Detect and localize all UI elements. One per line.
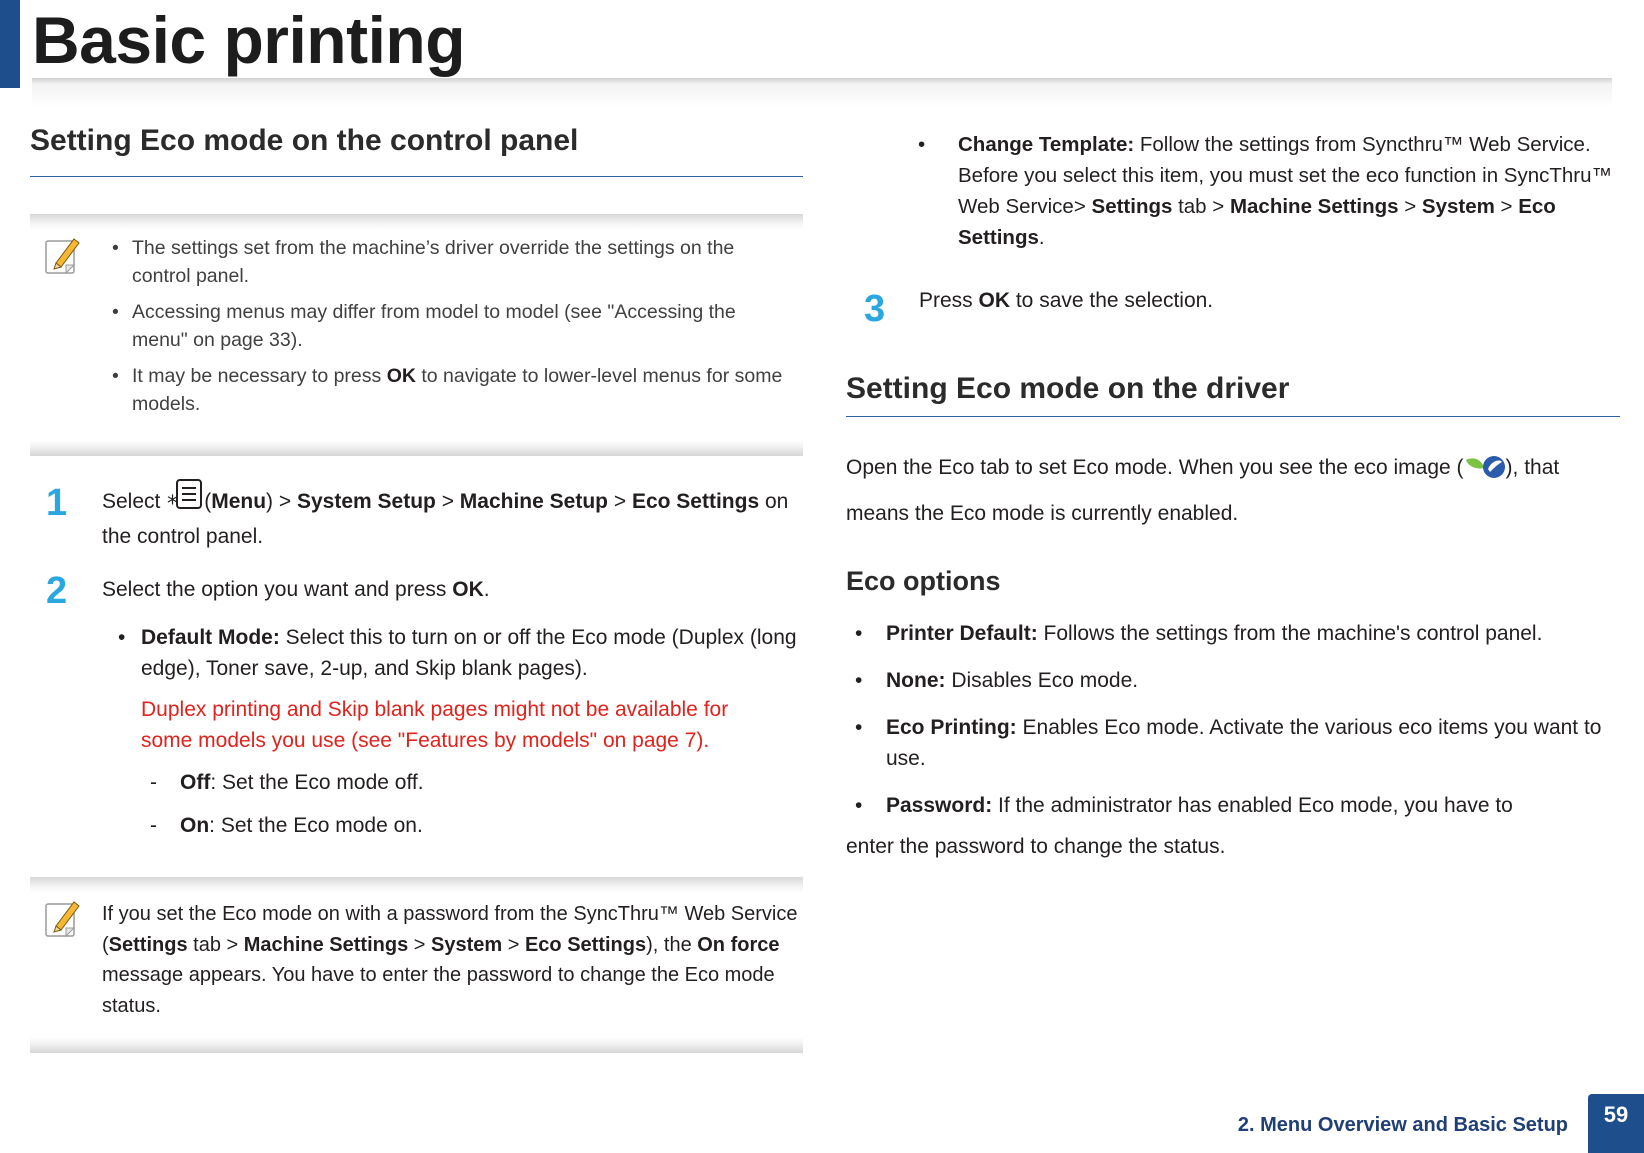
off-option: - Off: Set the Eco mode off. <box>150 771 424 794</box>
availability-warning: Duplex printing and Skip blank pages might not be available for some models you use (see "Features by models" on page 7). <box>141 698 729 752</box>
on-option: - On: Set the Eco mode on. <box>150 814 423 837</box>
eco-options-heading: Eco options <box>846 566 1001 596</box>
step-1-text: Select * (Menu) > System Setup > Machine Setup > Eco Settings on the control panel. <box>102 478 802 552</box>
note-bottom-bar <box>30 1037 803 1053</box>
section-title-control-panel: Setting Eco mode on the control panel <box>30 124 579 157</box>
change-template-item: • Change Template: Follow the settings from Syncthru™ Web Service. Before you select this item, you must set the eco function in SyncThru™ Web Service> Settings tab > Machine Settings > System > Eco Settings. <box>918 129 1618 253</box>
default-mode-item: • Default Mode: Select this to turn on or off the Eco mode (Duplex (long edge), Toner save, 2-up, and Skip blank pages). <box>118 622 804 684</box>
note-pencil-icon <box>44 898 82 942</box>
section-rule <box>30 176 803 177</box>
bullet-icon: • <box>855 669 863 692</box>
title-shadow-band <box>32 78 1612 114</box>
note-item: • Accessing menus may differ from model to model (see "Accessing the menu" on page 33). <box>104 298 794 354</box>
step-2-text: Select the option you want and press OK. <box>102 578 490 601</box>
password-continuation: enter the password to change the status. <box>846 835 1226 858</box>
page-number: 59 <box>1588 1094 1644 1153</box>
note-item: • The settings set from the machine’s driver override the settings on the control panel. <box>104 234 794 290</box>
option-printer-default: • Printer Default: Follows the settings from the machine's control panel. <box>855 618 1615 649</box>
note-top-bar <box>30 877 803 893</box>
note-list <box>104 234 794 426</box>
note-bottom-bar <box>30 440 803 456</box>
step-number-1: 1 <box>46 482 68 524</box>
driver-intro: Open the Eco tab to set Eco mode. When you see the eco image ( ), that means the Eco mode is currently enabled. <box>846 456 1560 525</box>
bullet-icon: • <box>118 626 126 649</box>
eco-leaf-icon <box>1464 454 1506 494</box>
bullet-icon: • <box>855 622 863 645</box>
step-number-2: 2 <box>46 570 68 612</box>
header-accent-tab <box>0 0 20 88</box>
option-password: • Password: If the administrator has enabled Eco mode, you have to <box>855 790 1615 821</box>
option-none: • None: Disables Eco mode. <box>855 665 1615 696</box>
bullet-icon: • <box>855 716 863 739</box>
page-title: Basic printing <box>32 3 466 77</box>
footer-chapter: 2. Menu Overview and Basic Setup <box>1237 1114 1568 1136</box>
option-eco-printing: • Eco Printing: Enables Eco mode. Activate the various eco items you want to use. <box>855 712 1615 774</box>
bullet-icon: • <box>855 794 863 817</box>
note-pencil-icon <box>44 235 82 279</box>
note-top-bar <box>30 214 803 230</box>
section-rule <box>846 416 1620 417</box>
password-note: If you set the Eco mode on with a password from the SyncThru™ Web Service (Settings tab > Machine Settings > System > Eco Settings), the On force message appears. You have to enter the password to change the Eco mode status. <box>102 903 798 1017</box>
step-3-text: Press OK to save the selection. <box>919 289 1214 312</box>
section-title-driver: Setting Eco mode on the driver <box>846 372 1290 405</box>
bullet-icon: • <box>918 133 926 156</box>
svg-text:*: * <box>167 492 179 512</box>
menu-icon <box>167 478 203 521</box>
note-item: • It may be necessary to press OK to navigate to lower-level menus for some models. <box>104 362 794 418</box>
step-number-3: 3 <box>864 288 886 330</box>
